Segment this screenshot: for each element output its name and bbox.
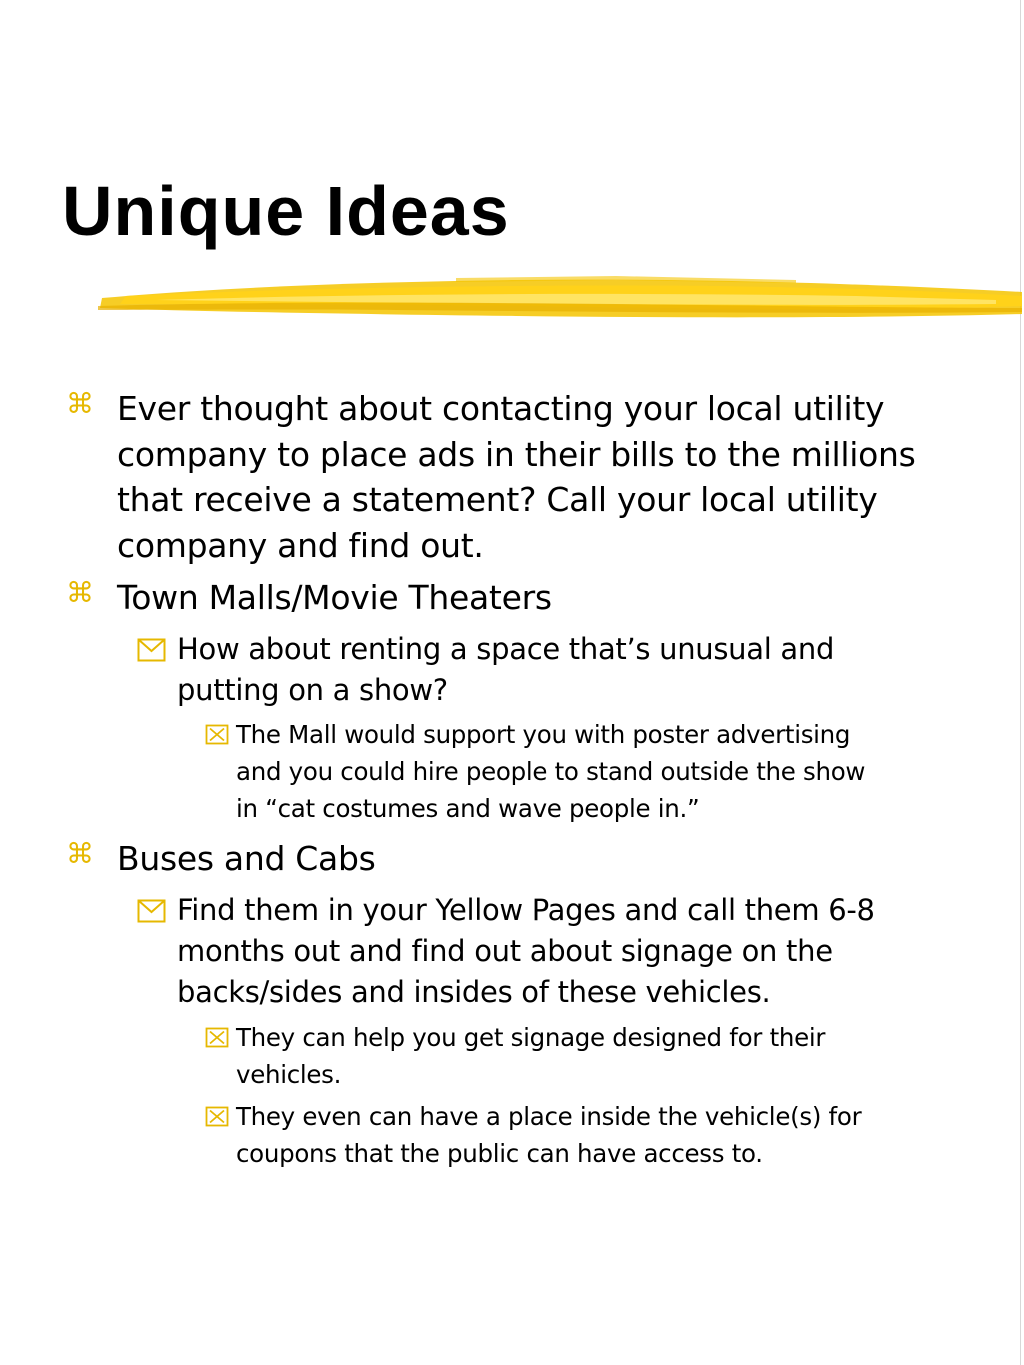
- bullet-text: They can help you get signage designed for their vehicles.: [236, 1023, 826, 1089]
- bullet-text: They even can have a place inside the vehicle(s) for coupons that the public can have access to.: [236, 1102, 862, 1168]
- command-icon: ⌘: [66, 576, 94, 609]
- bullet-text: Find them in your Yellow Pages and call them 6-8 months out and find out about signage on the backs/sides and insides of these vehicles.: [177, 893, 875, 1009]
- x-box-icon: [205, 1027, 229, 1048]
- slide-title: Unique Ideas: [62, 172, 510, 250]
- envelope-checkbox-icon: [137, 638, 166, 662]
- bullet-text: Town Malls/Movie Theaters: [117, 578, 552, 617]
- bullet-text: Buses and Cabs: [117, 839, 376, 878]
- bullet-text: How about renting a space that’s unusual and putting on a show?: [177, 632, 835, 707]
- bullet-text: Ever thought about contacting your local utility company to place ads in their bills to the millions that receive a statement? Call your local utility company and find out.: [117, 389, 916, 566]
- command-icon: ⌘: [66, 837, 94, 870]
- command-icon: ⌘: [66, 387, 94, 420]
- bullet-text: The Mall would support you with poster advertising and you could hire people to stand outside the show in “cat costumes and wave people in.”: [236, 720, 866, 823]
- x-box-icon: [205, 724, 229, 745]
- x-box-icon: [205, 1106, 229, 1127]
- envelope-checkbox-icon: [137, 899, 166, 923]
